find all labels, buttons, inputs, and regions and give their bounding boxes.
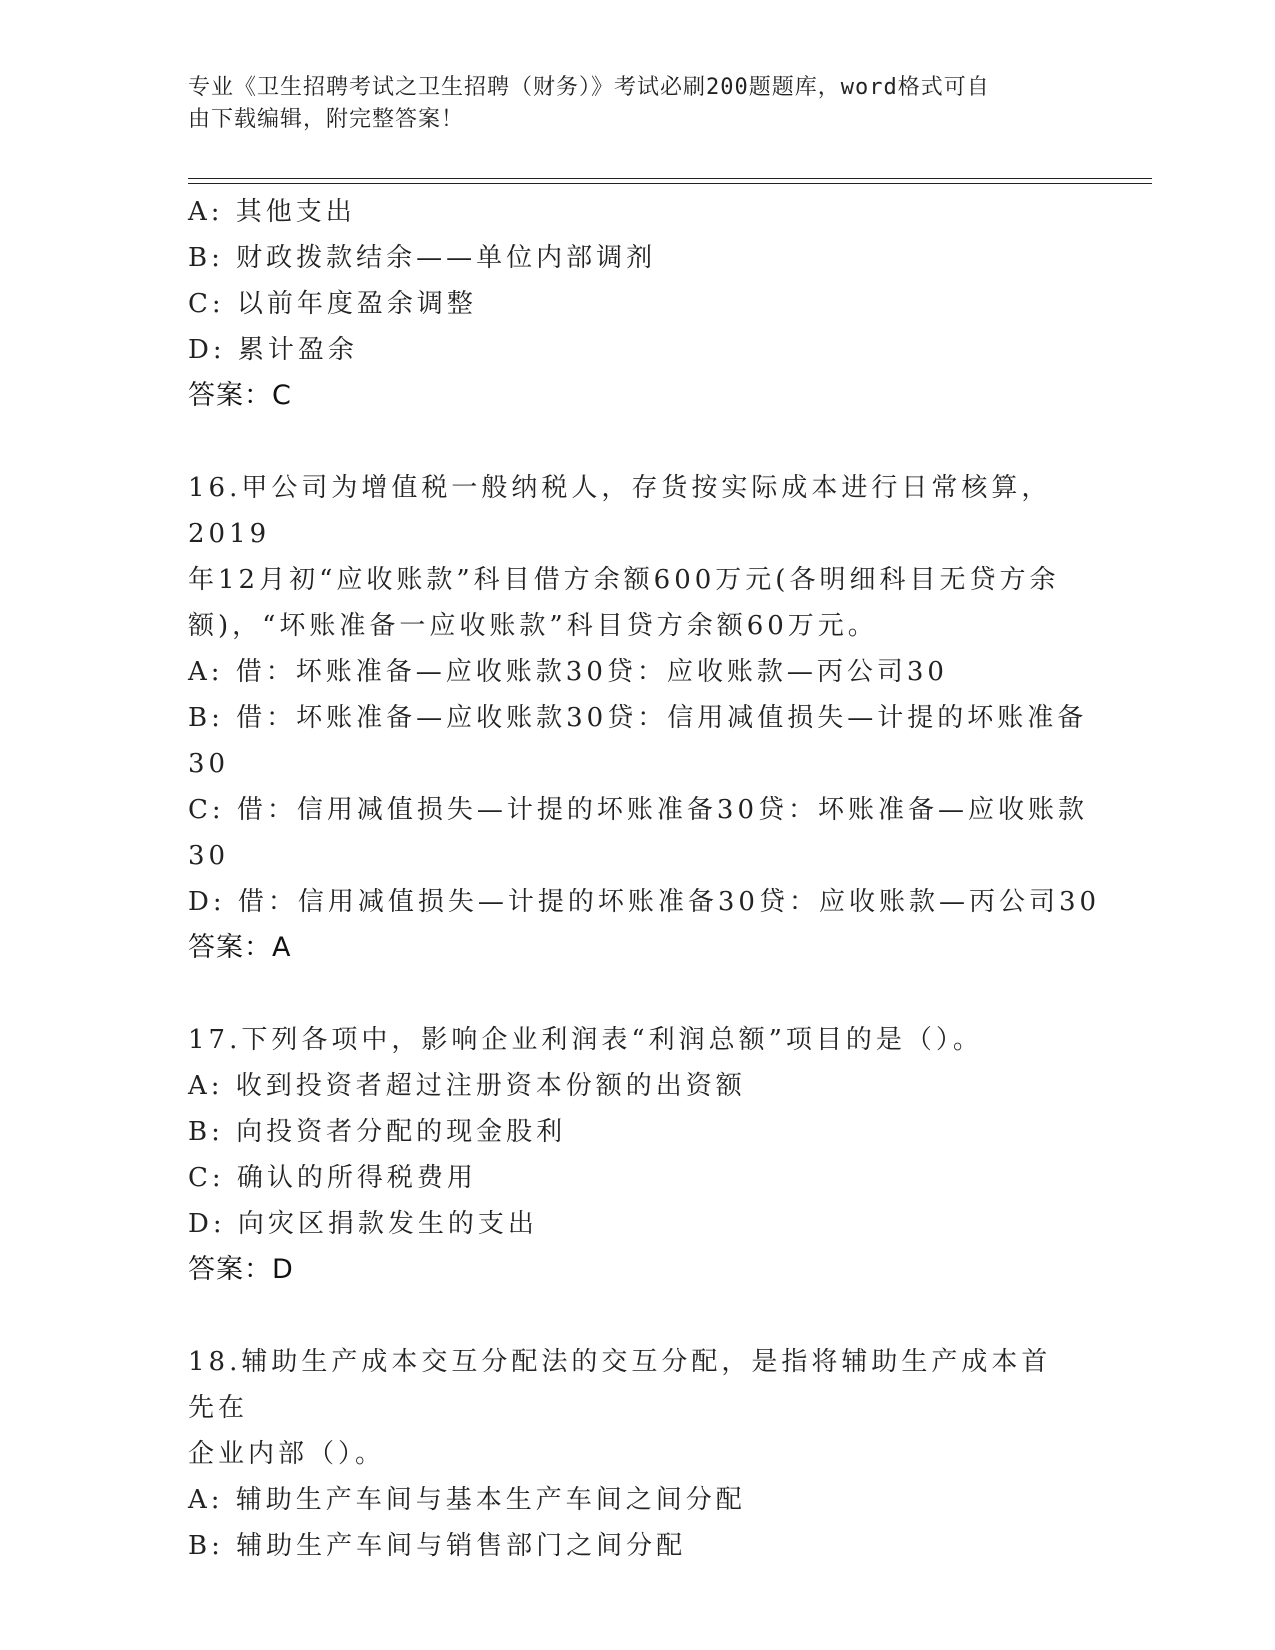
question-16 — [188, 465, 1101, 971]
option-b: B: 向投资者分配的现金股利 — [188, 1117, 567, 1147]
answer: 答案：C — [188, 380, 292, 411]
question-stem-line: 16.甲公司为增值税一般纳税人，存货按实际成本进行日常核算，2019 — [188, 473, 1052, 549]
question-stem-line: 企业内部（）。 — [188, 1439, 386, 1469]
option-c: C: 借：信用减值损失—计提的坏账准备30贷：坏账准备—应收账款 — [188, 795, 1089, 825]
option-c: C: 以前年度盈余调整 — [188, 289, 477, 319]
option-b: B: 财政拨款结余——单位内部调剂 — [188, 243, 657, 273]
answer: 答案：A — [188, 932, 292, 963]
option-a: A: 收到投资者超过注册资本份额的出资额 — [188, 1071, 746, 1101]
option-a: A: 借：坏账准备—应收账款30贷：应收账款—丙公司30 — [188, 657, 948, 687]
spacer — [188, 419, 1078, 465]
header-line-1: 专业《卫生招聘考试之卫生招聘（财务）》考试必刷200题题库，word格式可自 — [188, 75, 990, 100]
question-18 — [188, 1339, 1078, 1569]
option-c: C: 确认的所得税费用 — [188, 1163, 477, 1193]
spacer — [188, 1293, 1078, 1339]
header-line-2: 由下载编辑，附完整答案！ — [188, 107, 465, 132]
option-d: D: 借：信用减值损失—计提的坏账准备30贷：应收账款—丙公司30 — [188, 887, 1101, 917]
option-b-continued: 30 — [188, 749, 230, 779]
question-stem: 17.下列各项中，影响企业利润表“利润总额”项目的是（）。 — [188, 1025, 983, 1055]
question-stem-line: 18.辅助生产成本交互分配法的交互分配，是指将辅助生产成本首先在 — [188, 1347, 1052, 1423]
question-list — [188, 189, 1101, 1569]
option-a: A: 其他支出 — [188, 197, 356, 227]
option-a: A: 辅助生产车间与基本生产车间之间分配 — [188, 1485, 746, 1515]
option-b: B: 借：坏账准备—应收账款30贷：信用减值损失—计提的坏账准备 — [188, 703, 1088, 733]
header-divider-top — [188, 178, 1152, 179]
option-d: D: 向灾区捐款发生的支出 — [188, 1209, 538, 1239]
question-17 — [188, 1017, 1078, 1293]
option-b: B: 辅助生产车间与销售部门之间分配 — [188, 1531, 687, 1561]
question-15 — [188, 189, 1078, 419]
question-stem-line: 额)，“坏账准备一应收账款”科目贷方余额60万元。 — [188, 611, 878, 641]
option-c-continued: 30 — [188, 841, 230, 871]
answer: 答案：D — [188, 1254, 294, 1285]
document-header — [188, 72, 1068, 136]
spacer — [188, 971, 1078, 1017]
option-d: D: 累计盈余 — [188, 335, 358, 365]
question-stem-line: 年12月初“应收账款”科目借方余额600万元(各明细科目无贷方余 — [188, 565, 1060, 595]
header-divider-bottom — [188, 183, 1152, 184]
